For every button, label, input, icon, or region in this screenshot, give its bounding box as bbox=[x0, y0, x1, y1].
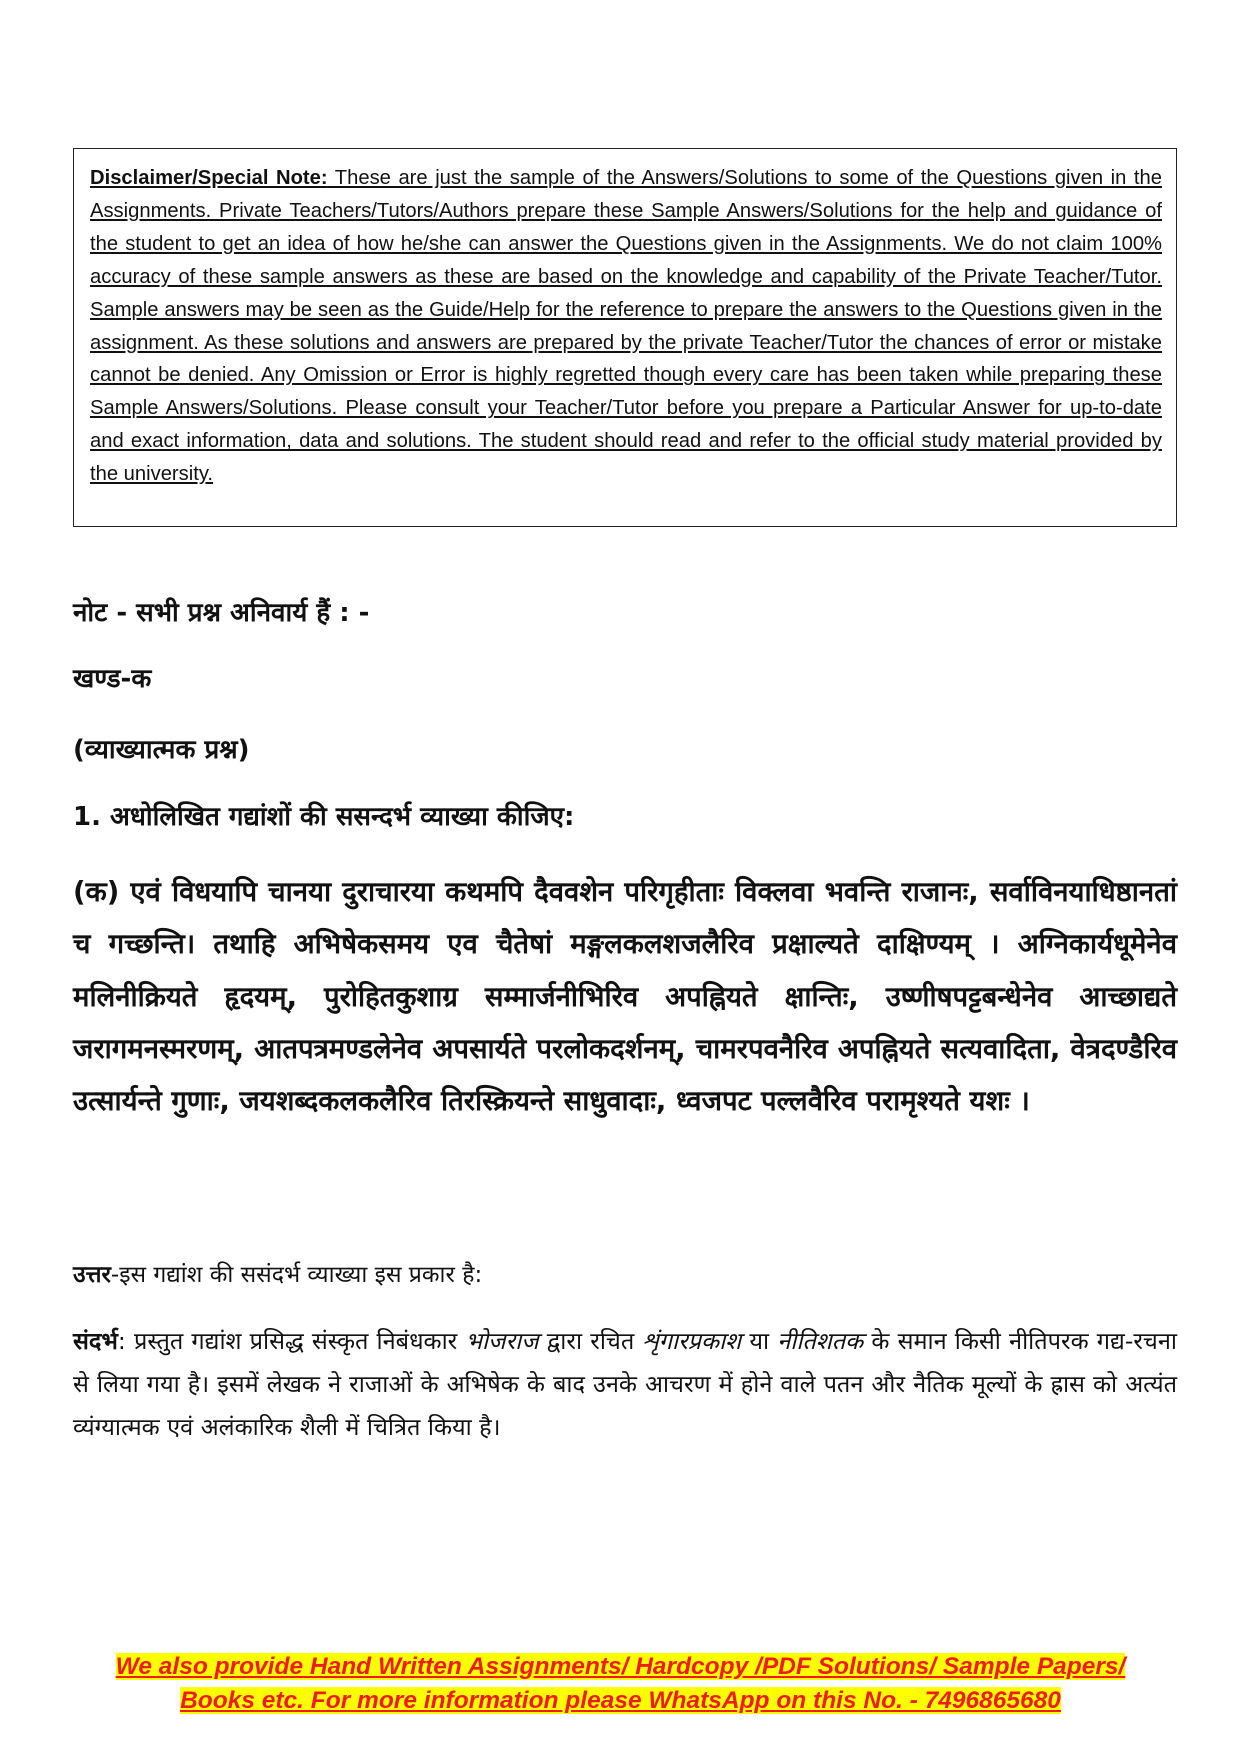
section-heading: खण्ड-क bbox=[73, 664, 152, 694]
section-type: (व्याख्यात्मक प्रश्न) bbox=[73, 735, 250, 765]
answer-text: -इस गद्यांश की ससंदर्भ व्याख्या इस प्रकार है: bbox=[110, 1262, 483, 1288]
disclaimer-text: These are just the sample of the Answers/Solutions to some of the Questions given in the Assignments. Private Teachers/Tutors/Authors prepare these Sample Answers/Solutions for the help and guidance of the student to get an idea of how he/she can answer the Questions given in the Assignments. We do not claim 100% accuracy of these sample answers as these are based on the knowledge and capability of the Private Teacher/Tutor. Sample answers may be seen as the Guide/Help for the reference to prepare the answers to the Questions given in the assignment. As these solutions and answers are prepared by the private Teacher/Tutor the chances of error or mistake cannot be denied. Any Omission or Error is highly regretted though every care has been taken while preparing these Sample Answers/Solutions. Please consult your Teacher/Tutor before you prepare a Particular Answer for up-to-date and exact information, data and solutions. The student should read and refer to the official study material provided by the university. bbox=[90, 167, 1162, 486]
context-label: संदर्भ bbox=[73, 1327, 118, 1355]
disclaimer-label: Disclaimer/Special Note: bbox=[90, 167, 328, 189]
sanskrit-passage: (क) एवं विधयापि चानया दुराचारया कथमपि दैववशेन परिगृहीताः विक्लवा भवन्ति राजानः, सर्वाविनयाधिष्ठानतां च गच्छन्ति। तथाहि अभिषेकसमय एव चैतेषां मङ्गलकलशजलैरिव प्रक्षाल्यते दाक्षिण्यम् । अग्निकार्यधूमेनेव मलिनीक्रियते हृदयम्, पुरोहितकुशाग्र सम्मार्जनीभिरिव अपह्नियते क्षान्तिः, उष्णीषपट्टबन्धेनेव आच्छाद्यते जरागमनस्मरणम्, आतपत्रमण्डलेनेव अपसार्यते परलोकदर्शनम्, चामरपवनैरिव अपह्नियते सत्यवादिता, वेत्रदण्डैरिव उत्सार्यन्ते गुणाः, जयशब्दकलकलैरिव तिरस्क्रियन्ते साधुवादाः, ध्वजपट पल्लवैरिव परामृश्यते यशः । bbox=[73, 876, 1177, 1118]
answer-line bbox=[73, 1260, 482, 1290]
author-name: भोजराज bbox=[465, 1327, 539, 1355]
footer-promo bbox=[60, 1650, 1181, 1718]
footer-line-1: We also provide Hand Written Assignments/ Hardcopy /PDF Solutions/ Sample Papers/ bbox=[115, 1653, 1126, 1680]
note-heading: नोट - सभी प्रश्न अनिवार्य हैं : - bbox=[73, 598, 370, 628]
context-text-4: के समान किसी नीतिपरक गद्य-रचना से लिया गया है। इसमें लेखक ने राजाओं के अभिषेक के बाद उनके आचरण में होने वाले पतन और नैतिक मूल्यों के ह्रास को अत्यंत व्यंग्यात्मक एवं अलंकारिक शैली में चित्रित किया है। bbox=[73, 1327, 1177, 1441]
context-text-3: या bbox=[741, 1327, 778, 1355]
disclaimer-box bbox=[73, 148, 1177, 527]
context-text-1: : प्रस्तुत गद्यांश प्रसिद्ध संस्कृत निबंधकार bbox=[117, 1327, 466, 1355]
work-title-1: शृंगारप्रकाश bbox=[642, 1327, 742, 1355]
context-paragraph bbox=[73, 1320, 1177, 1449]
footer-line-2: Books etc. For more information please WhatsApp on this No. - 7496865680 bbox=[180, 1687, 1061, 1714]
context-text-2: द्वारा रचित bbox=[538, 1327, 643, 1355]
answer-label: उत्तर bbox=[73, 1262, 111, 1288]
work-title-2: नीतिशतक bbox=[777, 1327, 864, 1355]
question-1: 1. अधोलिखित गद्यांशों की ससन्दर्भ व्याख्या कीजिए: bbox=[73, 802, 575, 832]
